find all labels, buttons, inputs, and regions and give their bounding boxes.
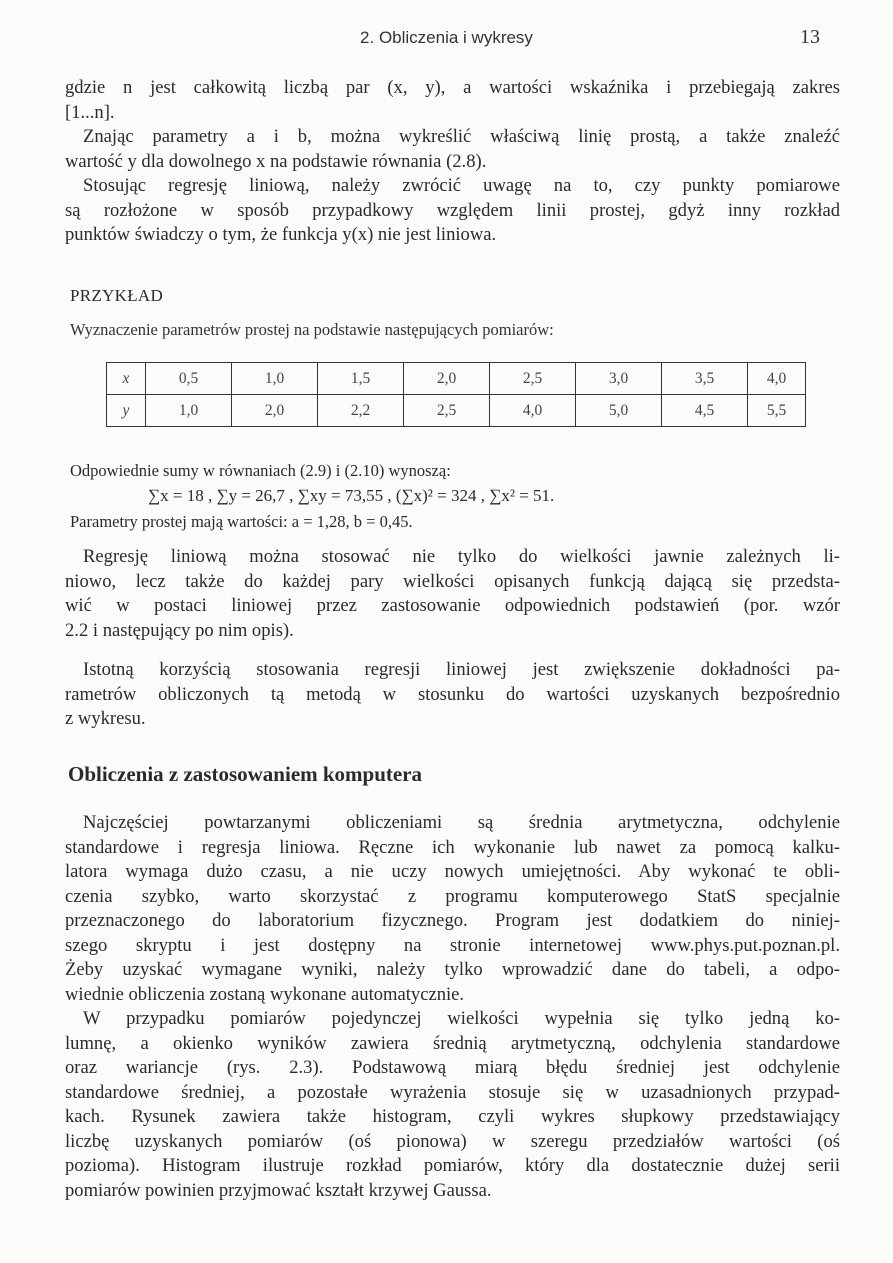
table-cell: 2,2	[318, 395, 404, 427]
text-line: przeznaczonego do laboratorium fizycznego. Program jest dodatkiem do niniej-	[65, 910, 840, 931]
paragraph-benefit	[65, 658, 840, 732]
table-cell: 1,5	[318, 363, 404, 395]
running-header: 2. Obliczenia i wykresy	[360, 28, 533, 47]
table-row	[107, 395, 806, 427]
text-line: z wykresu.	[65, 708, 146, 729]
text-line: niowo, lecz także do każdej pary wielkości opisanych funkcją dającą się przedsta-	[65, 570, 840, 592]
text-line: są rozłożone w sposób przypadkowy względem linii prostej, gdyż inny rozkład	[65, 199, 840, 221]
text-line: oraz wariancje (rys. 2.3). Podstawową miarą błędu średniej jest odchylenie	[65, 1057, 840, 1078]
row-header-y: y	[107, 395, 146, 427]
table-cell: 2,5	[490, 363, 576, 395]
text-line: standardowe średniej, a pozostałe wyrażenia stosuje się w uzasadnionych przypad-	[65, 1081, 840, 1103]
table-cell: 5,0	[576, 395, 662, 427]
parameters-result: Parametry prostej mają wartości: a = 1,28, b = 0,45.	[70, 512, 413, 531]
table-cell: 4,5	[662, 395, 748, 427]
table-cell: 4,0	[490, 395, 576, 427]
text-line: wiednie obliczenia zostaną wykonane automatycznie.	[65, 983, 465, 1005]
paragraph-regression-intro	[65, 76, 840, 248]
example-label: PRZYKŁAD	[70, 286, 164, 305]
table-cell: 4,0	[748, 363, 806, 395]
text-line: czenia szybko, warto skorzystać z programu komputerowego StatS specjalnie	[65, 885, 840, 907]
row-header-x: x	[107, 363, 146, 395]
text-line: gdzie n jest całkowitą liczbą par (x, y), a wartości wskaźnika i przebiegają zakres	[65, 77, 840, 98]
table-cell: 1,0	[146, 395, 232, 427]
paragraph-computer-calc	[65, 811, 840, 1007]
text-line: kach. Rysunek zawiera także histogram, czyli wykres słupkowy przedstawiający	[65, 1106, 840, 1127]
paragraph-linearization	[65, 545, 840, 643]
table-cell: 3,5	[662, 363, 748, 395]
table-cell: 0,5	[146, 363, 232, 395]
text-line: Znając parametry a i b, można wykreślić właściwą linię prostą, a także znaleźć	[83, 126, 840, 147]
text-line: Najczęściej powtarzanymi obliczeniami są średnia arytmetyczna, odchylenie	[83, 812, 840, 833]
text-line: punktów świadczy o tym, że funkcja y(x) nie jest liniowa.	[65, 224, 497, 245]
paragraph-single-measurement	[65, 1007, 840, 1203]
table-cell: 1,0	[232, 363, 318, 395]
text-line: W przypadku pomiarów pojedynczej wielkości wypełnia się tylko jedną ko-	[83, 1008, 840, 1029]
text-line: pozioma). Histogram ilustruje rozkład pomiarów, który dla dostatecznie dużej serii	[65, 1155, 840, 1176]
text-line: wartość y dla dowolnego x na podstawie równania (2.8).	[65, 150, 487, 172]
text-line: rametrów obliczonych tą metodą w stosunku do wartości uzyskanych bezpośrednio	[65, 683, 840, 705]
text-line: lumnę, a okienko wyników zawiera średnią arytmetyczną, odchylenia standardowe	[65, 1032, 840, 1054]
text-line: Regresję liniową można stosować nie tylko do wielkości jawnie zależnych li-	[83, 546, 840, 567]
section-heading: Obliczenia z zastosowaniem komputera	[68, 762, 423, 786]
table-cell: 3,0	[576, 363, 662, 395]
text-line: liczbę uzyskanych pomiarów (oś pionowa) w szeregu przedziałów wartości (oś	[65, 1130, 840, 1152]
sums-intro: Odpowiednie sumy w równaniach (2.9) i (2.10) wynoszą:	[70, 461, 451, 480]
table-row	[107, 363, 806, 395]
text-line: Żeby uzyskać wymagane wyniki, należy tylko wprowadzić dane do tabeli, a odpo-	[65, 959, 840, 980]
text-line: Stosując regresję liniową, należy zwrócić uwagę na to, czy punkty pomiarowe	[83, 175, 840, 196]
table-cell: 2,0	[232, 395, 318, 427]
text-line: latora wymaga dużo czasu, a nie uczy nowych umiejętności. Aby wykonać te obli-	[65, 861, 840, 882]
measurement-table	[106, 362, 806, 427]
table-cell: 2,0	[404, 363, 490, 395]
text-line: standardowe i regresja liniowa. Ręczne ich wykonanie lub nawet za pomocą kalku-	[65, 836, 840, 858]
page-number: 13	[800, 26, 820, 48]
sums-formula: ∑x = 18 , ∑y = 26,7 , ∑xy = 73,55 , (∑x)² = 324 , ∑x² = 51.	[148, 486, 555, 505]
text-line: wić w postaci liniowej przez zastosowanie odpowiednich podstawień (por. wzór	[65, 595, 840, 616]
text-line: Istotną korzyścią stosowania regresji liniowej jest zwiększenie dokładności pa-	[83, 659, 840, 680]
text-line: pomiarów powinien przyjmować kształt krzywej Gaussa.	[65, 1179, 492, 1201]
text-line: szego skryptu i jest dostępny na stronie internetowej www.phys.put.poznan.pl.	[65, 934, 840, 956]
table-cell: 5,5	[748, 395, 806, 427]
example-intro: Wyznaczenie parametrów prostej na podstawie następujących pomiarów:	[70, 320, 554, 339]
table-cell: 2,5	[404, 395, 490, 427]
text-line: 2.2 i następujący po nim opis).	[65, 619, 294, 641]
text-line: [1...n].	[65, 101, 115, 123]
